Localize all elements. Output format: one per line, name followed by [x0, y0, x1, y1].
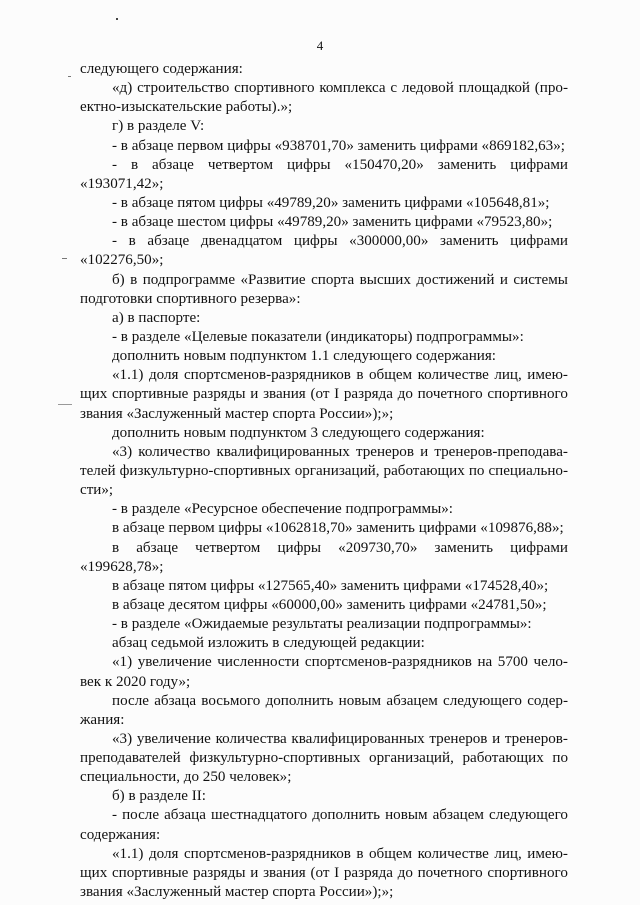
- text-line: жания:: [80, 711, 125, 728]
- scan-speck: [58, 404, 72, 405]
- word: заменить: [437, 156, 497, 173]
- word: абзаца: [164, 807, 206, 824]
- word: щих: [80, 864, 108, 881]
- word: следующего: [443, 692, 522, 709]
- word: количестве: [417, 367, 489, 384]
- word: количества: [215, 730, 287, 747]
- word: «1.1): [112, 845, 144, 862]
- word: разряда: [343, 864, 393, 881]
- word: -: [112, 807, 118, 824]
- word: системы: [513, 271, 568, 288]
- word: физкультурно-спортивных: [119, 462, 291, 479]
- word: спортсменов-разрядников: [183, 845, 351, 862]
- text-line: [80, 443, 568, 462]
- word: б): [112, 271, 125, 288]
- scan-speck: [68, 76, 71, 77]
- word: и: [492, 730, 501, 747]
- word: (про-: [534, 80, 568, 97]
- text-line: [80, 864, 568, 883]
- word: абзаце: [147, 233, 190, 250]
- text-line: в абзаце первом цифры «1062818,70» заменить цифрами «109876,88»;: [112, 520, 564, 537]
- text-line: - в абзаце первом цифры «938701,70» заменить цифрами «869182,63»;: [112, 137, 565, 154]
- word: заменить: [440, 233, 499, 250]
- word: «Развитие: [240, 271, 306, 288]
- text-line: [80, 845, 568, 864]
- text-line: [80, 156, 568, 175]
- text-line: ектно-изыскательские работы).»;: [80, 99, 293, 116]
- word: дополнить: [312, 807, 381, 824]
- text-line: - в абзаце шестом цифры «49789,20» заменить цифрами «79523,80»;: [112, 214, 553, 231]
- word: (от: [310, 864, 330, 881]
- word: разряда: [343, 386, 393, 403]
- word: после: [112, 692, 149, 709]
- text-line: [80, 749, 568, 768]
- word: «150470,20»: [344, 156, 424, 173]
- word: «1): [112, 654, 133, 671]
- word: и: [250, 386, 259, 403]
- word: шестнадцатого: [210, 807, 308, 824]
- word: разряды: [193, 864, 246, 881]
- word: абзацем: [432, 807, 484, 824]
- word: комплекса: [319, 80, 386, 97]
- word: цифры: [277, 539, 322, 556]
- word: цифрами: [510, 156, 568, 173]
- word: до: [397, 386, 413, 403]
- word: абзаца: [154, 692, 197, 709]
- text-line: [80, 232, 568, 251]
- word: спортивного: [487, 386, 568, 403]
- text-line: специальности, до 250 человек»;: [80, 769, 292, 786]
- text-line: «199628,78»;: [80, 558, 164, 575]
- word: спортсменов-разрядников: [304, 654, 472, 671]
- word: тренеров-: [504, 730, 568, 747]
- word: по: [552, 750, 568, 767]
- text-line: абзац седьмой изложить в следующей редакции:: [112, 635, 425, 652]
- word: доля: [148, 845, 179, 862]
- text-line: б) в разделе II:: [112, 788, 206, 805]
- word: лиц,: [494, 367, 522, 384]
- word: спортивного: [487, 864, 568, 881]
- word: работающих: [462, 750, 544, 767]
- text-line: [80, 385, 568, 404]
- word: разряды: [193, 386, 246, 403]
- word: заменить: [434, 539, 494, 556]
- word: общем: [369, 367, 413, 384]
- word: в: [356, 845, 364, 862]
- word: (от: [310, 386, 330, 403]
- word: спортивные: [111, 864, 189, 881]
- text-line: «193071,42»;: [80, 175, 164, 192]
- text-line: в абзаце пятом цифры «127565,40» заменить цифрами «174528,40»;: [112, 577, 549, 594]
- text-line: [80, 79, 568, 98]
- scan-speck: [62, 258, 67, 259]
- text-line: [80, 366, 568, 385]
- word: количество: [138, 443, 211, 460]
- word: квалифицированных: [216, 443, 350, 460]
- word: в: [128, 233, 136, 250]
- word: с: [390, 80, 398, 97]
- text-line: - в разделе «Ожидаемые результаты реализации подпрограммы»:: [112, 616, 532, 633]
- text-line: г) в разделе V:: [112, 118, 205, 135]
- word: звания: [263, 864, 306, 881]
- word: по: [468, 462, 485, 479]
- word: -: [112, 233, 118, 250]
- word: дополнить: [265, 692, 334, 709]
- word: лиц,: [494, 845, 522, 862]
- word: звания: [263, 386, 306, 403]
- word: имею-: [527, 845, 568, 862]
- word: спортсменов-разрядников: [183, 367, 351, 384]
- word: «300000,00»: [349, 233, 429, 250]
- text-line: - в абзаце пятом цифры «49789,20» заменить цифрами «105648,81»;: [112, 194, 550, 211]
- word: и: [250, 864, 259, 881]
- text-line: [80, 271, 568, 290]
- word: «3): [112, 730, 133, 747]
- word: работающих: [383, 462, 465, 479]
- word: преподавателей: [80, 750, 181, 767]
- word: четвертом: [195, 539, 261, 556]
- word: почетного: [417, 864, 483, 881]
- word: абзацем: [386, 692, 438, 709]
- text-line: сти»;: [80, 482, 114, 499]
- text-line: следующего содержания:: [80, 61, 243, 77]
- text-line: [80, 806, 568, 825]
- word: четвертом: [207, 156, 273, 173]
- word: площадкой: [458, 80, 530, 97]
- word: в: [130, 271, 138, 288]
- word: «3): [112, 443, 133, 460]
- word: строительство: [137, 80, 230, 97]
- text-line: содержания:: [80, 826, 161, 843]
- text-line: а) в паспорте:: [112, 309, 201, 326]
- word: организаций,: [369, 750, 454, 767]
- word: новым: [338, 692, 382, 709]
- word: чело-: [533, 654, 568, 671]
- word: «д): [112, 80, 133, 97]
- text-line: дополнить новым подпунктом 3 следующего содержания:: [112, 424, 485, 441]
- text-line: - в разделе «Ресурсное обеспечение подпрограммы»:: [112, 501, 453, 518]
- word: на: [477, 654, 493, 671]
- word: в: [356, 367, 364, 384]
- document-body: [80, 60, 568, 902]
- word: достижений: [416, 271, 495, 288]
- word: подпрограмме: [142, 271, 236, 288]
- word: доля: [148, 367, 179, 384]
- word: телей: [80, 462, 116, 479]
- word: почетного: [417, 386, 483, 403]
- word: -: [112, 156, 118, 173]
- word: тренеров: [355, 443, 414, 460]
- text-line: дополнить новым подпунктом 1.1 следующего содержания:: [112, 348, 496, 365]
- word: и: [499, 271, 508, 288]
- text-line: подготовки спортивного резерва»:: [80, 290, 301, 307]
- text-line: [80, 539, 568, 558]
- word: цифры: [293, 233, 338, 250]
- word: после: [122, 807, 160, 824]
- word: цифрами: [510, 539, 568, 556]
- word: I: [334, 386, 340, 403]
- word: увеличение: [137, 654, 212, 671]
- text-line: [80, 692, 568, 711]
- word: содер-: [527, 692, 568, 709]
- word: восьмого: [201, 692, 261, 709]
- text-line: звания «Заслуженный мастер спорта России»);»;: [80, 884, 394, 901]
- word: общем: [369, 845, 413, 862]
- text-line: - в разделе «Целевые показатели (индикаторы) подпрограммы»:: [112, 328, 524, 345]
- word: тренеров-преподава-: [434, 443, 568, 460]
- word: ледовой: [401, 80, 454, 97]
- word: цифрами: [510, 233, 568, 250]
- word: спорта: [311, 271, 355, 288]
- word: количестве: [417, 845, 489, 862]
- word: физкультурно-спортивных: [189, 750, 361, 767]
- word: имею-: [527, 367, 568, 384]
- word: спортивные: [111, 386, 189, 403]
- word: организаций,: [294, 462, 380, 479]
- word: в: [112, 539, 120, 556]
- text-line: [80, 730, 568, 749]
- scan-speck: [116, 18, 118, 20]
- word: спортивного: [234, 80, 315, 97]
- word: «1.1): [112, 367, 144, 384]
- word: «209730,70»: [338, 539, 418, 556]
- word: цифры: [286, 156, 331, 173]
- word: специально-: [488, 462, 568, 479]
- word: следующего: [489, 807, 568, 824]
- word: I: [334, 864, 340, 881]
- word: 5700: [497, 654, 528, 671]
- text-line: век к 2020 году»;: [80, 673, 191, 690]
- word: щих: [80, 386, 108, 403]
- word: в: [130, 156, 139, 173]
- text-line: [80, 653, 568, 672]
- word: увеличение: [136, 730, 211, 747]
- text-line: в абзаце десятом цифры «60000,00» заменить цифрами «24781,50»;: [112, 596, 547, 613]
- word: абзаце: [152, 156, 194, 173]
- text-line: «102276,50»;: [80, 252, 164, 269]
- word: квалифицированных: [291, 730, 425, 747]
- text-line: [80, 462, 568, 481]
- page-number: 4: [316, 38, 324, 53]
- word: численности: [217, 654, 300, 671]
- word: и: [420, 443, 429, 460]
- word: тренеров: [429, 730, 488, 747]
- word: абзаце: [136, 539, 179, 556]
- word: новым: [385, 807, 428, 824]
- word: двенадцатом: [200, 233, 283, 250]
- word: до: [397, 864, 413, 881]
- text-line: звания «Заслуженный мастер спорта России»);»;: [80, 405, 394, 422]
- word: высших: [359, 271, 411, 288]
